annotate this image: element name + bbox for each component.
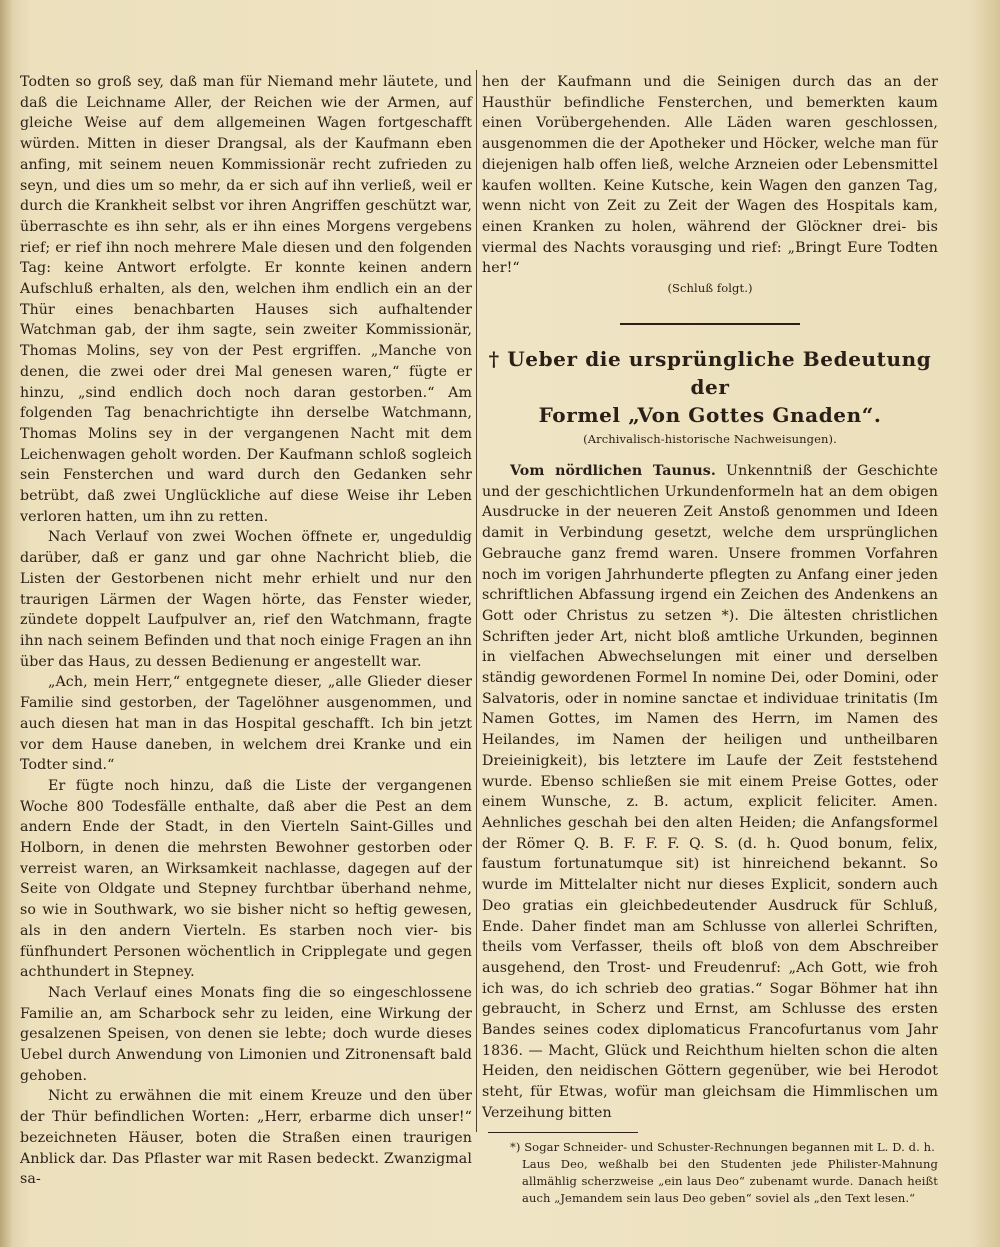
article-title-line-1: † Ueber die ursprüngliche Bedeutung der	[488, 347, 932, 400]
footnote-line-1: *) Sogar Schneider- und Schuster-Rechnungen begannen mit L. D. d. h.	[510, 1139, 935, 1154]
article-subtitle: (Archivalisch-historische Nachweisungen).	[583, 432, 837, 447]
left-paragraph-1: Todten so groß sey, daß man für Niemand mehr läutete, und daß die Leichname Aller, der Reichen wie der Armen, auf gleiche Weise auf dem allgemeinen Wagen fortgeschafft würden. Mitten in dieser Drangsal, als der Kaufmann eben anfing, mit seinem neuen Kommissionär recht zufrieden zu seyn, und dies um so mehr, da er sich auf ihn verließ, weil er durch die Krankheit selbst vor ihren Angriffen geschützt war, überraschte es ihn sehr, als er ihn eines Morgens vergebens rief; er rief ihn noch mehrere Male diesen und den folgenden Tag: keine Antwort erfolgte. Er konnte keinen andern Aufschluß erhalten, als den, welchen ihm endlich ein an der Thür eines benachbarten Hauses sich aufhaltender Watchman gab, der ihm sagte, sein zweiter Kommissionär, Thomas Molins, sey von der Pest ergriffen. „Manche von denen, die zwei oder drei Mal genesen waren,“ fügte er hinzu, „sind endlich doch noch daran gestorben.“ Am folgenden Tag benachrichtigte ihn derselbe Watchmann, Thomas Molins sey in der vergangenen Nacht mit dem Leichenwagen geholt worden. Der Kaufmann schloß sogleich sein Fensterchen und ward durch den Gedanken sehr betrübt, daß zwei Unglückliche auf diese Weise ihr Leben verloren hatten, um ihn zu retten.	[20, 74, 472, 525]
article-body-paragraph	[482, 461, 938, 1124]
left-paragraph-3: „Ach, mein Herr,“ entgegnete dieser, „alle Glieder dieser Familie sind gestorben, der Tagelöhner ausgenommen, und auch diesen hat man in das Hospital geschafft. Ich bin jetzt vor dem Hause daneben, in welchem drei Kranke und ein Todter sind.“	[20, 674, 472, 774]
section-rule	[620, 323, 800, 325]
left-paragraph-6: Nicht zu erwähnen die mit einem Kreuze und den über der Thür befindlichen Worten: „Herr, erbarme dich unser!“ bezeichneten Häuser, boten die Straßen einen traurigen Anblick dar. Das Pflaster war mit Rasen bedeckt. Zwanzigmal sa-	[20, 1088, 472, 1188]
dateline: Vom nördlichen Taunus.	[510, 463, 716, 480]
column-divider	[476, 70, 477, 1132]
footnote-continuation: Laus Deo, weßhalb bei den Studenten jede Philister-Mahnung allmählig scherzweise „ein laus Deo“ zubenamt wurde. Danach heißt auch „Jemandem sein laus Deo geben“ soviel als „den Text lesen.“	[522, 1156, 938, 1205]
left-paragraph-5: Nach Verlauf eines Monats fing die so eingeschlossene Familie an, am Scharbock sehr zu leiden, eine Wirkung der gesalzenen Speisen, von denen sie lebte; doch wurde dieses Uebel durch Anwendung von Limonien und Zitronensaft bald gehoben.	[20, 984, 472, 1084]
left-column	[20, 72, 472, 1190]
right-paragraph-1: hen der Kaufmann und die Seinigen durch das an der Hausthür befindliche Fensterchen, und bemerkten kaum einen Vorübergehenden. Alle Läden waren geschlossen, ausgenommen die der Apotheker und Höcker, welche man für diejenigen halb offen ließ, welche Arzneien oder Lebensmittel kaufen wollten. Keine Kutsche, kein Wagen den ganzen Tag, wenn nicht von Zeit zu Zeit der Wagen des Hospitals kam, einen Kranken zu holen, während der Glöckner drei- bis viermal des Nachts vorausging und rief: „Bringt Eure Todten her!“	[482, 74, 938, 277]
footnote-rule	[488, 1132, 638, 1133]
page-binding-edge	[0, 0, 12, 1247]
article-body-text: Unkenntniß der Geschichte und der geschichtlichen Urkundenformeln hat an dem obigen Ausdrucke in der neueren Zeit Anstoß genommen und Ideen damit in Verbindung gesetzt, welche dem ursprünglichen Gebrauche ganz fremd waren. Unsere frommen Vorfahren noch im vorigen Jahrhunderte pflegten zu Anfang einer jeden schriftlichen Abfassung irgend ein Zeichen des Andenkens an Gott oder Christus zu setzen *). Die ältesten christlichen Schriften jeder Art, nicht bloß amtliche Urkunden, beginnen in vielfachen Abwechselungen mit einer und derselben ständig gewordenen Formel In nomine Dei, oder Domini, oder Salvatoris, oder in nomine sanctae et individuae trinitatis (Im Namen Gottes, im Namen des Herrn, im Namen des Heilandes, im Namen der heiligen und untheilbaren Dreieinigkeit), bis letztere im Laufe der Zeit feststehend wurde. Ebenso schließen sie mit einem Preise Gottes, oder einem Wunsche, z. B. actum, explicit feliciter. Amen. Aehnliches geschah bei den alten Heiden; die Anfangsformel der Römer Q. B. F. F. F. Q. S. (d. h. Quod bonum, felix, faustum fortunatumque sit) ist hinreichend bekannt. So wurde im Mittelalter nicht nur dieses Explicit, sondern auch Deo gratias ein gleichbedeutender Ausdruck für Schluß, Ende. Daher findet man am Schlusse von allerlei Schriften, theils vom Verfasser, theils oft bloß von dem Abschreiber ausgehend, den Trost- und Freudenruf: „Ach Gott, wie froh ich was, do ich schrieb deo gratias.“ Sogar Böhmer hat ihn gebraucht, in Scherz und Ernst, am Schlusse des ersten Bandes seines codex diplomaticus Francofurtanus vom Jahr 1836. — Macht, Glück und Reichthum hielten schon die alten Heiden, den neidischen Göttern gegenüber, wie bei Herodot steht, für Etwas, wofür man gleichsam die Himmlischen um Verzeihung bitten	[482, 463, 938, 1121]
footnote	[482, 1139, 938, 1207]
to-be-continued-note: (Schluß folgt.)	[667, 281, 753, 296]
right-column	[482, 72, 938, 1207]
left-paragraph-4: Er fügte noch hinzu, daß die Liste der vergangenen Woche 800 Todesfälle enthalte, daß aber die Pest an dem andern Ende der Stadt, in den Vierteln Saint-Gilles und Holborn, in denen die mehrsten Bewohner gestorben oder verreist waren, an Wirksamkeit nachlasse, dagegen auf der Seite von Oldgate und Stepney furchtbar überhand nehme, so wie in Southwark, wo sie bisher nicht so heftig gewesen, als in den andern Vierteln. Es starben noch vier- bis fünfhundert Personen wöchentlich in Cripplegate und gegen achthundert in Stepney.	[20, 777, 472, 981]
article-title-line-2: Formel „Von Gottes Gnaden“.	[538, 403, 882, 428]
left-paragraph-2: Nach Verlauf von zwei Wochen öffnete er, ungeduldig darüber, daß er ganz und gar ohne Nachricht blieb, die Listen der Gestorbenen nicht mehr erhielt und nur den traurigen Lärmen der Wagen hörte, das Fenster wieder, zündete doppelt Laufpulver an, rief den Watchmann, fragte ihn nach seinem Befinden und that noch einige Fragen an ihn über das Haus, zu dessen Bedienung er angestellt war.	[20, 529, 472, 670]
